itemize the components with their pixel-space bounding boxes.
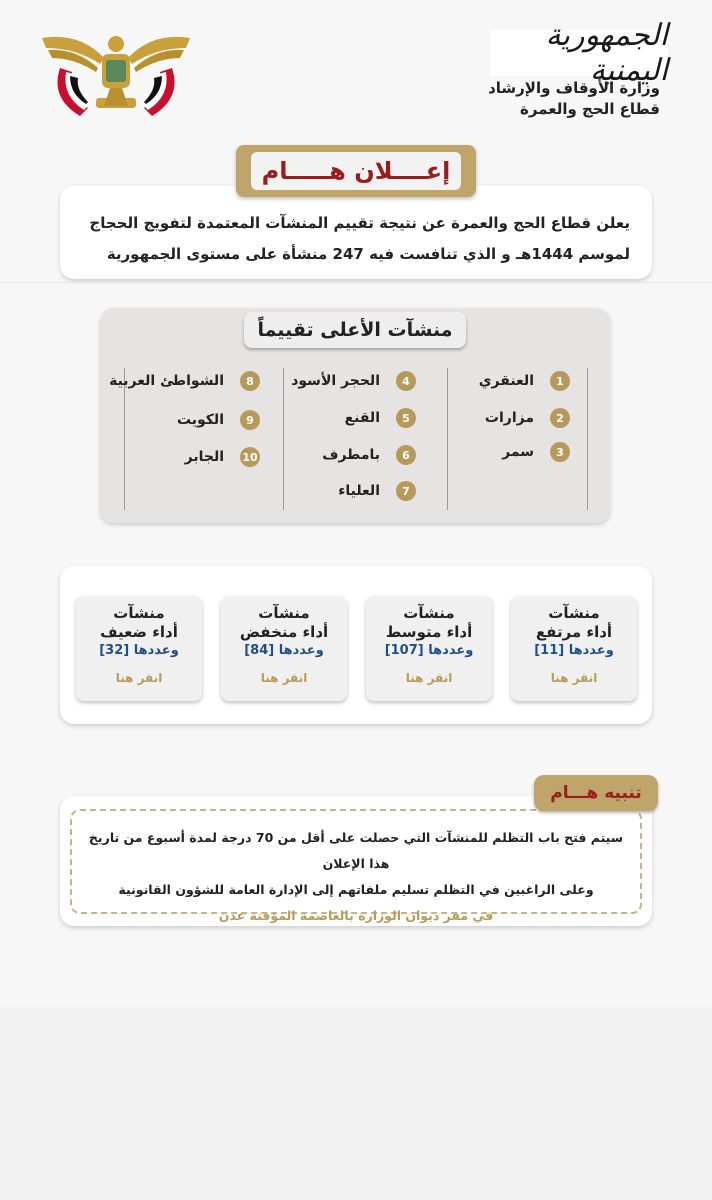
section-divider: [0, 282, 712, 283]
facility-name: القنع: [344, 410, 380, 426]
facility-name: العنقري: [478, 373, 534, 389]
box-level: أداء مرتفع: [535, 623, 613, 641]
box-title: منشآت: [403, 604, 455, 622]
box-level: أداء ضعيف: [100, 623, 178, 641]
box-title: منشآت: [113, 604, 165, 622]
notice-line-3: في مقر ديوان الوزارة بالعاصمة المؤقتة عدن: [218, 908, 494, 923]
column-divider: [283, 368, 284, 510]
box-count: وعددها [107]: [384, 643, 474, 658]
notice-line-1: سيتم فتح باب التظلم للمنشآت التي حصلت على أقل من 70 درجة لمدة أسبوع من تاريخ هذا الإعلان: [88, 830, 624, 871]
performance-low-box: [221, 596, 347, 701]
top-rated-item: [291, 369, 416, 393]
rank-badge: 5: [396, 408, 416, 428]
ministry-heading: [420, 78, 660, 120]
rank-badge: 7: [396, 481, 416, 501]
announcement-line-2: لموسم 1444هـ و الذي تنافست فيه 247 منشأة على مستوى الجمهورية: [106, 245, 630, 263]
box-count: وعددها [11]: [534, 643, 614, 658]
performance-medium-box: [366, 596, 492, 701]
box-count: وعددها [84]: [244, 643, 324, 658]
yemen-eagle-emblem-icon: [40, 28, 192, 124]
facility-name: الجابر: [184, 449, 224, 465]
sector-name: قطاع الحج والعمرة: [520, 100, 660, 118]
box-level: أداء منخفض: [239, 623, 329, 641]
rank-badge: 6: [396, 445, 416, 465]
column-divider: [447, 368, 448, 510]
box-title: منشآت: [258, 604, 310, 622]
rank-badge: 2: [550, 408, 570, 428]
top-rated-item: [322, 443, 416, 467]
top-rated-item: [177, 408, 260, 432]
notice-text: [86, 825, 626, 929]
top-rated-item: [502, 440, 570, 464]
performance-high-box: [511, 596, 637, 701]
announcement-title: إعــــلان هـــــام: [251, 152, 461, 190]
facility-name: مزارات: [484, 410, 534, 426]
top-rated-item: [185, 445, 260, 469]
blank-area: [0, 1007, 712, 1200]
rank-badge: 1: [550, 371, 570, 391]
click-here-link[interactable]: انقر هنا: [405, 671, 453, 685]
facility-name: بامطرف: [322, 447, 380, 463]
box-level: أداء متوسط: [385, 623, 473, 641]
box-count: وعددها [32]: [99, 643, 179, 658]
facility-name: الكويت: [176, 412, 224, 428]
rank-badge: 10: [240, 447, 260, 467]
facility-name: العلياء: [338, 483, 380, 499]
facility-name: الشواطئ العربية: [109, 373, 224, 389]
top-rated-title: منشآت الأعلى تقييماً: [244, 312, 466, 348]
performance-weak-box: [76, 596, 202, 701]
ministry-name: وزارة الأوقاف والإرشاد: [488, 79, 660, 97]
announcement-card: [60, 186, 652, 279]
box-title: منشآت: [548, 604, 600, 622]
announcement-title-badge: [236, 145, 476, 197]
top-rated-item: [485, 406, 570, 430]
top-rated-item: [479, 369, 570, 393]
announcement-line-1: يعلن قطاع الحج والعمرة عن نتيجة تقييم المنشآت المعتمدة لتفويج الحجاج: [89, 214, 630, 232]
click-here-link[interactable]: انقر هنا: [260, 671, 308, 685]
top-rated-item: [345, 406, 416, 430]
click-here-link[interactable]: انقر هنا: [550, 671, 598, 685]
top-rated-item: [338, 479, 416, 503]
notice-title: تنبيه هـــام: [534, 775, 658, 811]
facility-name: سمر: [502, 444, 534, 460]
click-here-link[interactable]: انقر هنا: [115, 671, 163, 685]
rank-badge: 9: [240, 410, 260, 430]
column-divider: [587, 368, 588, 510]
notice-line-2: وعلى الراغبين في التظلم تسليم ملفاتهم إلى الإدارة العامة للشؤون القانونية: [118, 882, 594, 897]
rank-badge: 8: [240, 371, 260, 391]
top-rated-item: [109, 369, 260, 393]
rank-badge: 3: [550, 442, 570, 462]
facility-name: الحجر الأسود: [291, 373, 380, 389]
rank-badge: 4: [396, 371, 416, 391]
republic-calligraphy: الجمهورية اليمنية: [490, 30, 668, 76]
